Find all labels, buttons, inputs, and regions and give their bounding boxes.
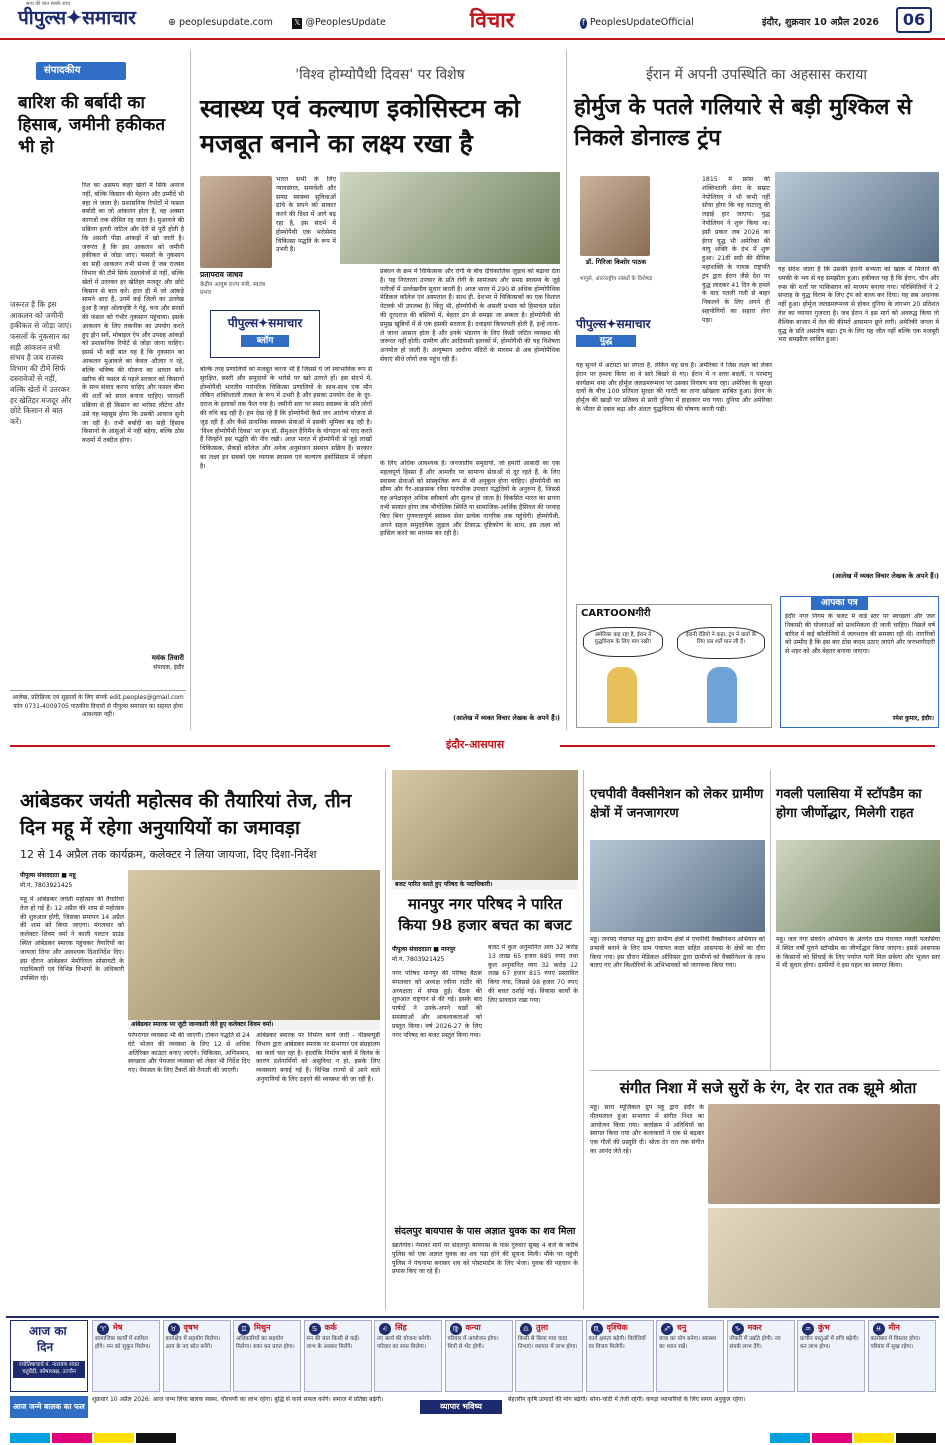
zodiac-text: मन की बात किसी से कहें। लाभ के अवसर मिलेंगे। (306, 1336, 360, 1350)
registration-yellow (94, 1433, 134, 1443)
zodiac-text: कार्यक्षेत्र में सहयोग मिलेगा। आय के नए स्रोत बनेंगे। (165, 1336, 221, 1350)
zodiac-symbol-icon: ♋ (309, 1323, 321, 1335)
facebook-link[interactable] (580, 17, 694, 30)
twitter-text: @PeoplesUpdate (305, 17, 386, 28)
registration-black (136, 1433, 176, 1443)
war-label: युद्ध (576, 335, 636, 347)
zodiac-name: मीन (888, 1323, 900, 1332)
cartoon-figure-left (607, 667, 637, 723)
zodiac-symbol-icon: ♒ (802, 1323, 814, 1335)
hpv-title: एचपीवी वैक्सीनेशन को लेकर ग्रामीण क्षेत्रों में जनजागरण (590, 787, 764, 821)
divider (566, 50, 567, 730)
hpv-photo (590, 840, 765, 932)
homeo-body-col1: बल्कि तरह प्रणालियों को मजबूत करना भी है जिससे ये जो स्वाभाविक रूप से सुरक्षित, सस्ती और समुदायों के भरोसे पर खरे उतरते हों। इस संदर्भ में, होम्योपैथी भारतीय पारंपरिक चिकित्सा प्रणालियों के साथ-साथ एक मौन लेकिन शक्तिशाली ताकत के रूप में उभरी है और इसका उपयोग देश के दूर-दराज के इलाकों तक फैल गया है। जमीनी स्तर पर समग्र स्वास्थ्य के प्रति लोगों की रुचि बढ़ रही है। हम देख रहे हैं कि होम्योपैथी कैसे जन आरोग्य योजना से जुड़ रही है और कैसे प्राथमिक स्वास्थ्य सेवाओं में इसकी भूमिका बढ़ रही है। 'विश्व होम्योपैथी दिवस' पर हम डॉ. सैमुअल हैनिमैन के योगदान को याद करते हैं जिन्होंने इस पद्धति की नींव रखी। आज भारत में होम्योपैथी से जुड़े लाखों चिकित्सक, सैकड़ों कॉलेज और अनेक अनुसंधान संस्थान सक्रिय हैं। सरकार का लक्ष्य इन सबको एक व्यापक स्वास्थ्य एवं कल्याण इकोसिस्टम में जोड़ना है। (200, 366, 372, 470)
iran-body-col3: यह संदेश जाता है कि उसकी ईरानी सभ्यता को खाक में मिलाने की धमकी के भय से वह समझौता हुआ। हकीकत यह है कि ईरान, चीन और रूस की शर्तों पर पाकिस्तान को माध्यम बनाया गया। परिस्थितियों ने 2 सप्ताह के युद्ध विराम के लिए ट्रंप को बाध्य कर दिया। यह सब अचानक नहीं हुआ। होर्मुज जलडमरूमध्य से होकर दुनिया के लगभग 20 प्रतिशत तेल का व्यापार गुजरता है। जब ईरान ने इस मार्ग को अवरुद्ध किया तो वैश्विक बाजार में तेल की कीमतें आसमान छूने लगीं। अमेरिकी जनता में युद्ध के प्रति असंतोष बढ़ा। ट्रंप के लिए यह जीत नहीं बल्कि एक मजबूरी भरा समझौता साबित हुआ। (778, 266, 939, 344)
zodiac-text: कार्य क्षमता बढ़ेगी। विरोधियों पर विजय मिलेगी। (588, 1336, 646, 1350)
dateline: इंदौर, शुक्रवार 10 अप्रैल 2026 (762, 17, 880, 28)
zodiac-symbol-icon: ♐ (661, 1323, 673, 1335)
ambedkar-mobile: मो.नं. 7803921425 (20, 882, 73, 889)
trump-photo (775, 172, 939, 262)
zodiac-sign-box (727, 1320, 795, 1392)
zodiac-name: तुला (536, 1323, 549, 1332)
editorial-title: बारिश की बर्बादी का हिसाब, जमीनी हकीकत भी हो (18, 93, 166, 158)
ambedkar-deck: 12 से 14 अप्रैल तक कार्यक्रम, कलेक्टर ने लिया जायजा, दिए दिशा-निर्देश (20, 848, 317, 861)
war-badge (576, 316, 694, 360)
iran-author: डॉ. गिरिजा किशोर पाठक (585, 258, 647, 266)
editorial-author: मयंक तिवारी (151, 654, 184, 662)
ambedkar-body-col2: परंपरागत व्यवस्था भी की जाएगी। टोकन पद्धति से 24 घंटे भोजन की व्यवस्था के लिए 12 से अधिक अतिरिक्त काउंटर बनाए जाएंगे। चिकित्सा, अग्निशमन, स्वच्छता और पेयजल व्यवस्था को लेकर भी निर्देश दिए गए। पेयजल के लिए टैंकरों की तैनाती की जाएगी। (128, 1032, 250, 1075)
zodiac-name: मेष (113, 1323, 123, 1332)
editorial-footer: आलेख, प्रतिक्रिया एवं सुझावों के लिए संपर्क edit.peoples@gmail.com फोन 0731-4009705 पाठकीय विचारों से पीपुल्स समाचार का सहमत होना आवश्यक नहीं। (10, 690, 186, 728)
manpur-title: मानपुर नगर परिषद ने पारित किया 98 हजार बचत का बजट (398, 895, 572, 934)
banner-rule-left (10, 745, 390, 747)
editorial-body: रिश का असमय कहर खेतों में सिर्फ अनाज नहीं, बल्कि किसान की मेहनत और उम्मीदें भी बहा ले जाता है। प्रशासनिक रिपोर्टों में फसल बर्बादी का जो आंकलन होता है, वह अक्सर कागजों तक सीमित रह जाता है। मुआवजे की प्रक्रिया इतनी जटिल और देरी से पूरी होती है कि असली पीड़ा आंकड़ों में खो जाती है। जरूरत है कि इस आकलन को जमीनी हकीकत से जोड़ा जाए। फसलों के नुकसान का सही आकलन तभी संभव है जब राजस्व विभाग की टीमें सिर्फ दस्तावेजों से नहीं, बल्कि खेतों में उतरकर हर खेतिहर मजदूर और छोटे किसान से बात करें। हाल ही में जो आंकड़े सामने आए हैं, उनमें कई जिलों का उल्लेख हुआ है जहां ओलावृष्टि ने गेहूं, चना और सरसों की फसल को गंभीर नुकसान पहुंचाया। इसके आकलन के लिए तकनीक का उपयोग करते हुए ड्रोन सर्वे, मोबाइल ऐप और उपग्रह आंकड़ों को प्रशासनिक रिपोर्ट से जोड़ा जाना चाहिए। इससे भी बड़ी बात यह है कि नुकसान का आकलन मुआवजे का केवल औजार न रहे, बल्कि भविष्य की योजना का आधार बने। खरीफ की फसल से पहले सरकार को किसानों के साथ संवाद करना चाहिए और फसल बीमा की शर्तों को सरल बनाना चाहिए। पारदर्शी प्रक्रिया से ही किसान का भरोसा लौटेगा और उसे यह महसूस होगा कि उसकी आवाज सुनी जा रही है। तभी बर्बादी का सही हिसाब किसानों के आंसुओं में नहीं बहेगा, बल्कि ठोस कदमों में तब्दील होगा। (82, 182, 184, 445)
war-logo: पीपुल्स✦समाचार (576, 317, 651, 331)
zodiac-sign-box (868, 1320, 936, 1392)
zodiac-symbol-icon: ♓ (873, 1323, 885, 1335)
facebook-text: PeoplesUpdateOfficial (589, 17, 694, 28)
editorial-label: संपादकीय (36, 62, 126, 80)
gavli-photo (776, 840, 940, 932)
x-icon: 𝕏 (294, 18, 301, 27)
zodiac-name: मिथुन (254, 1323, 271, 1332)
zodiac-symbol-icon: ♈ (97, 1323, 109, 1335)
sangeet-photo-2 (708, 1208, 940, 1308)
ambedkar-byline: पीपुल्स संवाददाता ■ महू (20, 872, 76, 879)
homeo-kicker: 'विश्व होम्योपैथी दिवस' पर विशेष (295, 67, 465, 83)
divider (770, 770, 771, 1070)
globe-icon: ⊕ (168, 17, 176, 28)
newspaper-logo[interactable]: पीपुल्स✦समाचार (18, 7, 136, 29)
letters-box (780, 596, 939, 728)
manpur-byline: पीपुल्स संवाददाता ■ मानपुर (392, 946, 456, 953)
editorial-label-wrap (36, 62, 126, 80)
sangeet-text: महू। सारा म्यूजिकल ग्रुप महू द्वारा इंदौर के पीतमलाल हुआ सभागार में संगीत निशा का आयोजन किया गया। कार्यक्रम में अतिथियों का स्वागत किया गया और कलाकारों ने एक से बढ़कर एक गीतों की प्रस्तुति दी। श्रोता देर रात तक संगीत का आनंद लेते रहे। (590, 1104, 704, 1155)
aaj-ka-title-top: आज का (29, 1324, 67, 1338)
page-number: 06 (896, 7, 932, 33)
zodiac-sign-box (92, 1320, 160, 1392)
author-photo-pathak (580, 176, 650, 256)
divider (190, 50, 191, 730)
cartoon-label: CARTOONगीरी (581, 608, 651, 619)
manpur-photo (392, 770, 578, 880)
zodiac-symbol-icon: ♑ (732, 1323, 744, 1335)
zodiac-sign-box (233, 1320, 301, 1392)
section-title: विचार (469, 7, 515, 32)
zodiac-text: सामाजिक कार्यों में शामिल होंगे। मन को सुकून मिलेगा। (95, 1336, 151, 1350)
zodiac-name: मकर (747, 1323, 762, 1332)
zodiac-sign-box (586, 1320, 654, 1392)
zodiac-sign-box (445, 1320, 513, 1392)
zodiac-sign-box (374, 1320, 442, 1392)
zodiac-sign-box (515, 1320, 583, 1392)
homeo-author: प्रतापराव जाधव (200, 270, 243, 279)
divider (590, 1070, 940, 1071)
registration-black-2 (896, 1433, 936, 1443)
born-text: शुक्रवार 10 अप्रैल 2026: आज जन्म लिया बालक स्वस्थ, चौरपणी का लाभ रहेगा। बुद्धि से कार्य सफल करेंगे। समाज में प्रतिष्ठा बढ़ेगी। (92, 1396, 384, 1403)
divider (385, 770, 386, 1310)
editorial-pullquote: जरूरत है कि इस आकलन को जमीनी हकीकत से जोड़ा जाए। फसलों के नुकसान का सही आंकलन तभी संभव है जब राजस्व विभाग की टीमें सिर्फ दस्तावेजों से नहीं, बल्कि खेतों में उतरकर हर खेतिहर मजदूर और छोटे किसान से बात करें। (10, 300, 72, 427)
zodiac-symbol-icon: ♉ (168, 1323, 180, 1335)
ambedkar-title: आंबेडकर जयंती महोत्सव की तैयारियां तेज, तीन दिन महू में रहेगा अनुयायियों का जमावड़ा (20, 790, 352, 839)
zodiac-text: नौकरी में उन्नति होगी। नए संपर्क लाभ देंगे। (729, 1336, 781, 1350)
masthead (0, 0, 945, 40)
cartoon-panel (576, 604, 772, 728)
banner-rule-right (560, 745, 935, 747)
zodiac-text: अधिकारियों का सहयोग मिलेगा। रुका धन प्राप्त होगा। (236, 1336, 295, 1350)
iran-end-note: (आलेख में व्यक्त विचार लेखक के अपने हैं।) (832, 572, 939, 580)
author-photo-jadhav (200, 176, 272, 268)
iran-body-col2: यह सुनने में अटपटा सा लगता है, लेकिन यह सच है। अमेरिका ने जिस लक्ष्य को लेकर ईरान पर हमला किया था वे सारे बिखरे से गए। ईरान में न सत्ता बदली, न परमाणु कार्यक्रम थमा और होर्मुज जलडमरूमध्य पर उसका नियंत्रण बना रहा। अमेरिका के सुरक्षा दावों के बीच 100 प्रतिशत सुरक्षा की गारंटी का ताना खोखला साबित हुआ। ईरान के होर्मुज की खाड़ी पर प्रतिबंध से सारी दुनिया में हाहाकार मच गया। दुनिया और अमेरिका के भीतर से दबाव बढ़ा और अंततः युद्धविराम की घोषणा करनी पड़ी। (576, 362, 772, 413)
blog-badge (210, 310, 320, 358)
zodiac-text: यात्रा का योग बनेगा। स्वास्थ्य का ध्यान रखें। (659, 1336, 717, 1350)
registration-cyan-2 (770, 1433, 810, 1443)
homeo-body-col3: के लिए अधिक आवश्यक है। जनजातीय समुदायों, जो हमारी आबादी का एक महत्वपूर्ण हिस्सा हैं और आमतौर पर सामान्य सेवाओं से दूर रहते हैं, के लिए स्वास्थ्य सेवाओं को सांस्कृतिक रूप से भी अनुकूल होना चाहिए। होम्योपैथी का सौम्य और गैर-आक्रामक रवैया पारंपरिक उपचार पद्धतियों के अनुरूप है, जिससे यह अपेक्षाकृत अधिक स्वीकार्य और सुलभ हो जाता है। विकसित भारत का सपना तभी साकार होगा जब भौगोलिक स्थिति या सामाजिक-आर्थिक हैसियत की परवाह किए बिना गुणवत्तापूर्ण स्वास्थ्य सेवा प्रत्येक नागरिक तक पहुंचेगी। होम्योपैथी, अपने सहज समुदायिक जुड़ाव और टिकाऊ दृष्टिकोण के साथ, इस लक्ष्य को हासिल करने का माध्यम बन रही है। (380, 460, 560, 538)
divider (583, 770, 584, 1310)
trade-text: बेहतरीन कृषि उत्पादों की मांग बढ़ेगी। सोना-चांदी में तेजी रहेगी। कपड़ा व्यापारियों के लिए समय अनुकूल रहेगा। (508, 1396, 746, 1403)
letters-label: आपका पत्र (811, 596, 868, 610)
sangeet-title: संगीत निशा में सजे सुरों के रंग, देर रात तक झूमे श्रोता (619, 1079, 917, 1097)
ambedkar-body-col3: आंबेडकर स्मारक पर निर्माण कार्य जारी - पीडब्ल्यूडी विभाग द्वारा आंबेडकर स्मारक पर सभागार एवं संग्रहालय का कार्य चल रहा है। हालांकि निर्माण कार्य में विलंब के कारण दर्शनार्थियों को असुविधा न हो, इसके लिए व्यवस्थाएं बनाई गई हैं। विभिन्न राज्यों से आने वाले अनुयायियों के लिए ठहरने की व्यवस्था की जा रही है। (256, 1032, 380, 1083)
cartoon-bubble-right: ईरानी रेडियो ने कहा, ट्रंप ने वार्ता के लिए दस शर्तें मान ली हैं। (677, 627, 765, 659)
homeo-author-role: केंद्रीय आयुष राज्य मंत्री, स्वतंत्र प्रभार (200, 282, 265, 296)
zodiac-name: वृषभ (183, 1323, 199, 1332)
iran-title: होर्मुज के पतले गलियारे से बड़ी मुश्किल से निकले डोनाल्ड ट्रंप (574, 94, 912, 151)
iran-body-col1: 1815 में फ्रांस की शक्तिशाली सेना के सम्राट नेपोलियन ने भी कभी नहीं सोचा होगा कि वह वाटरलू की लड़ाई हार जाएगा। युद्ध नेपोलियन ने शुरू किया था। इसी प्रकार जब 2026 का ईरान युद्ध भी अमेरिका की वायु शक्ति के दंभ में शुरू हुआ। 21वीं सदी की सैनिक महाशक्ति के नायक राष्ट्रपति ट्रंप द्वारा ईरान जैसे देश पर युद्ध लादकर 41 दिन के हमले के बाद पतली गली से बाहर निकलने के लिए अपने ही सहयोगियों का सहारा लेना पड़ा। (702, 176, 770, 324)
twitter-link[interactable] (292, 17, 386, 30)
zodiac-sign-box (656, 1320, 724, 1392)
website-text: peoplesupdate.com (179, 17, 273, 28)
gavli-title: गवली पलासिया में स्टॉपडैम का होगा जीर्णोद्धार, मिलेगी राहत (776, 787, 922, 821)
editorial-author-place: संपादक, इंदौर (153, 664, 184, 671)
zodiac-name: धनु (677, 1323, 687, 1332)
zodiac-symbol-icon: ♎ (520, 1323, 532, 1335)
indore-banner-wrap (0, 738, 945, 754)
letters-text: इंदौर नगर निगम के बजट में वार्ड स्तर पर स्वच्छता और जल निकासी की योजनाओं को प्राथमिकता दी जानी चाहिए। पिछले वर्ष बारिश में कई कॉलोनियों में जलभराव की समस्या रही थी। नागरिकों को उम्मीद है कि इस बार ठोस कदम उठाए जाएंगे और जनभागीदारी से शहर को और बेहतर बनाया जाएगा। (785, 613, 935, 656)
letters-sign: रमेश कुमार, इंदौर। (892, 714, 934, 722)
zodiac-sign-box (163, 1320, 231, 1392)
website-link[interactable] (168, 17, 273, 30)
born-label: आज जन्मे बालक का फल (10, 1396, 88, 1418)
zodiac-name: वृश्चिक (606, 1323, 628, 1332)
body-found-text: खातेगांव। नेमावर मार्ग पर संदलपुर बायपास के पास गुरुवार सुबह 4 बजे के करीब पुलिस को एक अज्ञात युवक का शव पड़ा होने की सूचना मिली। मौके पर पहुंची पुलिस ने पंचनामा बनाकर शव को पोस्टमार्टम के लिए भेजा। युवक की पहचान के प्रयास किए जा रहे हैं। (392, 1242, 578, 1276)
zodiac-symbol-icon: ♊ (238, 1323, 250, 1335)
zodiac-text: प्राचीन वस्तुओं में रुचि बढ़ेगी। धन लाभ होगा। (800, 1336, 859, 1350)
blog-logo: पीपुल्स✦समाचार (227, 316, 303, 330)
iran-author-role: भापुसे, अंतरराष्ट्रीय संबंधों के विशेषज्ञ (579, 276, 653, 282)
zodiac-sign-box (304, 1320, 372, 1392)
zodiac-symbol-icon: ♍ (450, 1323, 462, 1335)
homeo-body-col2: प्रबंधन के क्रम में चिकित्सक और रोगी के बीच दीर्घकालिक जुड़ाव को बढ़ावा देता है। यह निरंतरता उपचार के प्रति रोगी के सामंजस्य और समग्र स्वास्थ्य के जुड़े नतीजों में उल्लेखनीय सुधार करती है। आज भारत में 290 से अधिक होम्योपैथिक मेडिकल कॉलेज एवं अस्पताल हैं। साथ ही, देशभर में चिकित्सकों का एक विशाल नेटवर्क भी उपलब्ध है। किंतु भी, होम्योपैथी के असली प्रभाव को हिमाचल प्रदेश की दूरदराज की बस्तियों में, बेहतर ढंग से समझा जा सकता है। होम्योपैथी की प्रमुख खूबियों में से एक इसकी सरलता है। दवाइयां किफायती होती हैं, इन्हें लाना-ले जाना आसान होता है और इनके भंडारण के लिए किसी जटिल व्यवस्था की जरूरत नहीं होती। ग्रामीण और आदिवासी इलाकों में, होम्योपैथी की यह विशेषता अनमोल हो जाती है। आयुष्मान आरोग्य मंदिरों के माध्यम से अब होम्योपैथिक सेवाएं सीधे लोगों तक पहुंच रही हैं। (380, 268, 560, 363)
manpur-caption: बजट पारित करते हुए परिषद के पदाधिकारी। (392, 880, 578, 890)
aaj-ka-din-box (10, 1320, 88, 1392)
zodiac-text: परिवार में आयोजन होगा। मित्रों से भेंट होगी। (447, 1336, 499, 1350)
ambedkar-caption: आंबेडकर स्मारक पर जुटी जानकारी लेते हुए कलेक्टर शिवम वर्मा। (128, 1020, 380, 1030)
homeo-end-note: (आलेख में व्यक्त विचार लेखक के अपने हैं।) (453, 714, 560, 722)
homeo-intro: भारत सभी के लिए न्यायसंगत, समावेशी और समग्र स्वास्थ्य सुविधाओं ढांचे के सपने को साकार करने की दिशा में आगे बढ़ रहा है, इस संदर्भ में होम्योपैथी एक भरोसेमंद चिकित्सा पद्धति के रूप में उभरी है। (276, 176, 336, 254)
registration-magenta (52, 1433, 92, 1443)
indore-banner: इंदौर-आसपास (445, 738, 505, 751)
aaj-ka-title-bottom: दिन (37, 1340, 54, 1354)
zodiac-name: कन्या (465, 1323, 481, 1332)
zodiac-name: कुंभ (818, 1323, 830, 1332)
facebook-icon: f (582, 18, 585, 27)
cartoon-figure-right (707, 667, 737, 723)
manpur-body-col2: बजट में कुल अनुमानित आय 32 करोड़ 13 लाख 65 हजार 885 रुपए तथा कुल अनुमानित व्यय 32 करोड़ 12 लाख 67 हजार 815 रुपए प्रस्तावित किया गया, जिससे 98 हजार 70 रुपए की बचत दर्शाई गई। विकास कार्यों के लिए प्रावधान रखा गया। (488, 944, 578, 1004)
cartoon-bubble-left: अमेरिका कह रहा है, ईरान ने युद्धविराम के लिए मांग रखी! (583, 627, 663, 657)
manpur-body-col1: नगर परिषद मानपुर की परिषद बैठक मंगलवार को अध्यक्ष रवीना राठौर की अध्यक्षता में संपन्न हुई। बैठक की शुरुआत राष्ट्रगान से की गई। इसके बाद पार्षदों ने उनके-अपने वार्डों की समस्याओं और आवश्यकताओं को प्रस्तुत किया। वर्ष 2026-27 के लिए नगर परिषद का बजट प्रस्तुत किया गया। (392, 970, 482, 1039)
manpur-mobile: मो.नं. 7803921425 (392, 956, 445, 963)
registration-cyan (10, 1433, 50, 1443)
astrologer-name: ज्योतिषाचार्य पं. नारायण शंकर चतुर्वेदी, कोषाध्यक्ष, उज्जैन (13, 1361, 85, 1378)
sangeet-photo (708, 1104, 940, 1204)
zodiac-symbol-icon: ♏ (591, 1323, 603, 1335)
ambedkar-body-col1: महू में आंबेडकर जयंती महोत्सव की तैयारियां तेज हो गई हैं। 12 अप्रैल की शाम से महोत्सव की शुरुआत होगी, जिसका समापन 14 अप्रैल की शाम को किया जाएगा। मंगलवार को कलेक्टर शिवम वर्मा ने काली पलटन ग्राउंड स्थित आंबेडकर स्मारक पहुंचकर तैयारियों का जायजा लिया और आवश्यक दिशानिर्देश दिए। इस दौरान आंबेडकर मेमोरियल सोसायटी के पदाधिकारी एवं विभिन्न विभागों के अधिकारी उपस्थित रहे। (20, 896, 124, 983)
zodiac-symbol-icon: ♌ (379, 1323, 391, 1335)
zodiac-name: कर्क (324, 1323, 337, 1332)
iran-kicker: ईरान में अपनी उपस्थिति का अहसास कराया (646, 67, 867, 83)
gavli-text: महू। जल गंगा संवर्धन अभियान के अंतर्गत ग्राम पंचायत गवली पलासिया में स्थित वर्षों पुराने स्टॉपडैम का जीर्णोद्धार किया जाएगा। इससे आसपास के किसानों को सिंचाई के लिए पर्याप्त पानी मिल सकेगा और भूजल स्तर में भी सुधार होगा। ग्रामीणों ने इस पहल का स्वागत किया। (776, 936, 940, 970)
zodiac-text: नए कार्य की योजना बनेगी। परिवार का साथ मिलेगा। (377, 1336, 432, 1350)
logo-tagline: सत्य की बात सबके साथ (26, 1, 71, 7)
zodiac-text: कारोबार में विस्तार होगा। परिवार में सुख रहेगा। (870, 1336, 921, 1350)
homeo-title: स्वास्थ्य एवं कल्याण इकोसिस्टम को मजबूत बनाने का लक्ष्य रखा है (200, 94, 520, 158)
zodiac-text: किसी से किया गया वादा निभाएं। व्यापार में लाभ होगा। (518, 1336, 578, 1350)
homeopathy-pills-photo (340, 172, 560, 264)
zodiac-name: सिंह (395, 1323, 407, 1332)
ambedkar-photo (128, 870, 380, 1020)
hpv-text: महू। जनपद पंचायत महू द्वारा ग्रामीण क्षेत्रों में एचपीवी वैक्सीनेशन अभियान को प्रभावी बनाने के लिए ग्राम पंचायत कदर सहित आसपास के क्षेत्रों का दौरा किया गया। इस दौरान मेडिकल ऑफिसर द्वारा ग्रामीणों को वैक्सीनेशन के लाभ बताए गए और किशोरियों के अभिभावकों को जागरूक किया गया। (590, 936, 765, 970)
trade-label: व्यापार भविष्य (420, 1400, 502, 1414)
zodiac-sign-box (797, 1320, 865, 1392)
registration-magenta-2 (812, 1433, 852, 1443)
body-found-title: संदलपुर बायपास के पास अज्ञात युवक का शव मिला (394, 1226, 576, 1237)
blog-label: ब्लॉग (241, 335, 289, 347)
registration-yellow-2 (854, 1433, 894, 1443)
